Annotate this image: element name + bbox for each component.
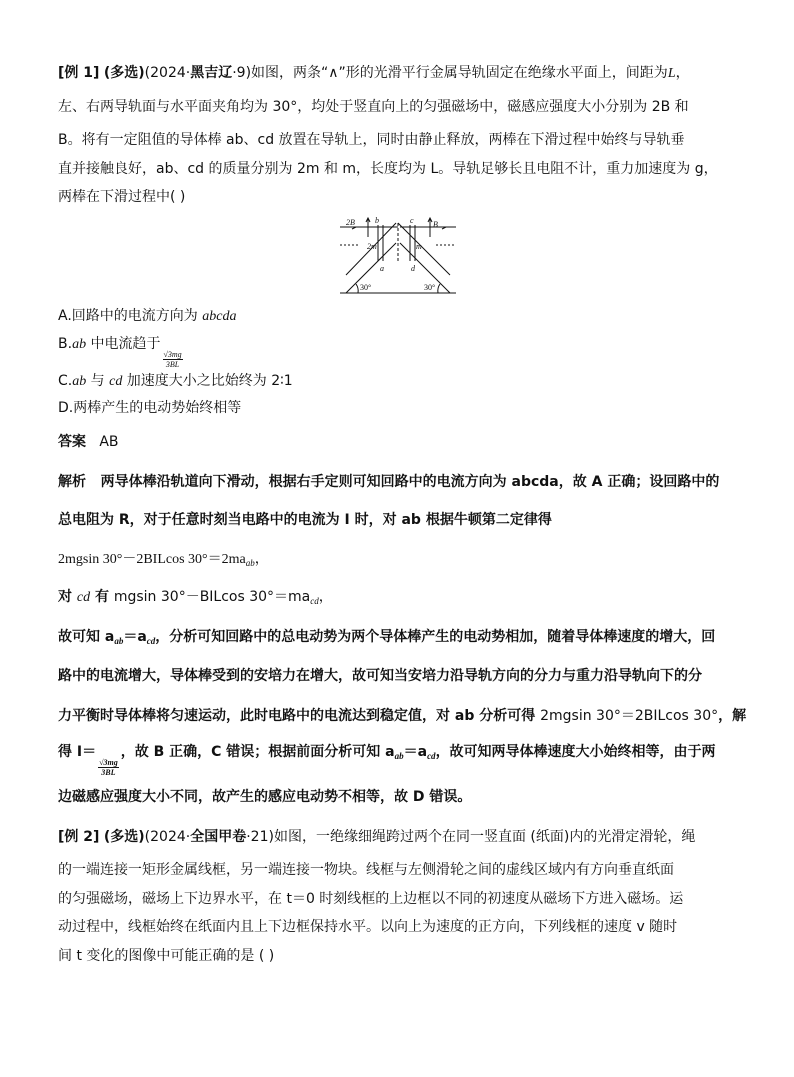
- example2-line3: 的匀强磁场，磁场上下边界水平，在 t＝0 时刻线框的上边框以不同的初速度从磁场下方进入磁场。运: [58, 891, 684, 907]
- example1-line3: B。将有一定阻值的导体棒 ab、cd 放置在导轨上，同时由静止释放，两棒在下滑过程中始终与导轨垂: [58, 132, 685, 148]
- label-a: a: [380, 264, 384, 273]
- example1-tag: [例 1]: [58, 65, 100, 81]
- option-B: B.ab 中电流趋于 $\frac{√3mg}{3BL}$: [58, 336, 182, 369]
- analysis-line8: 得 I＝ $\frac{√3mg}{3BL}$ ，故 B 正确，C 错误；根据前面分析可知 $a_{ab}=a_{cd}$，故可知两导体棒速度大小始终相等，由于两: [58, 744, 716, 777]
- example1-line5: 两棒在下滑过程中( ): [58, 189, 186, 205]
- analysis-line5: 故可知 $a_{ab}=a_{cd}$，分析可知回路中的总电动势为两个导体棒产生的电动势相加，随着导体棒速度的增大，回: [58, 629, 716, 646]
- example2-line4: 动过程中，线框始终在纸面内且上下边框保持水平。以向上为速度的正方向，下列线框的速度 v 随时: [58, 919, 678, 935]
- analysis-label: 解析: [58, 474, 86, 490]
- multi-choice-label: (多选): [103, 65, 145, 81]
- label-B: B: [433, 220, 438, 229]
- fraction: $\frac{√3mg}{3BL}$: [163, 350, 182, 369]
- equation-ab: 2mgsin 30°－2BILcos $30^\circ=2ma_{ab}$，: [58, 552, 269, 568]
- answer-label: 答案: [58, 434, 86, 450]
- label-c: c: [410, 216, 414, 225]
- example2-line1: [例 2] (多选)(2024·全国甲卷·21)如图，一绝缘细绳跨过两个在同一竖直面 (纸面)内的光滑定滑轮，绳: [58, 829, 696, 845]
- answer-value: AB: [99, 434, 119, 450]
- example1-line2: 左、右两导轨面与水平面夹角均为 30°，均处于竖直向上的匀强磁场中，磁感应强度大小分别为 2B 和: [58, 99, 689, 115]
- analysis-line1: 解析 两导体棒沿轨道向下滑动，根据右手定则可知回路中的电流方向为 abcda，故 A 正确；设回路中的: [58, 474, 720, 490]
- option-C: C.ab 与 cd 加速度大小之比始终为 2∶1: [58, 373, 293, 389]
- equation-cd: 对 cd 有 mgsin 30°－BILcos $30^\circ=ma_{cd}$，: [58, 589, 333, 606]
- angle-left: 30°: [360, 283, 372, 292]
- question-text: 如图，两条“∧”形的光滑平行金属导轨固定在绝缘水平面上，间距为: [251, 65, 668, 81]
- example1-line1: [例 1] (多选)(2024·黑吉辽·9)如图，两条“∧”形的光滑平行金属导轨固定在绝缘水平面上，间距为L，: [58, 65, 690, 81]
- angle-right: 30°: [424, 283, 436, 292]
- source-exam: 黑吉辽: [190, 65, 233, 81]
- label-2m: 2m: [367, 242, 377, 251]
- example2-line5: 间 t 变化的图像中可能正确的是 ( ): [58, 948, 275, 964]
- answer: [58, 431, 119, 451]
- label-b: b: [375, 216, 379, 225]
- example2-line2: 的一端连接一矩形金属线框，另一端连接一物块。线框与左侧滑轮之间的虚线区域内有方向垂直纸面: [58, 862, 674, 878]
- label-d: d: [411, 264, 415, 273]
- option-A: A.回路中的电流方向为 abcda: [58, 308, 237, 324]
- analysis-line2: 总电阻为 R，对于任意时刻当电路中的电流为 I 时，对 ab 根据牛顿第二定律得: [58, 512, 552, 528]
- label-m: m: [416, 242, 422, 251]
- multi-choice-label: (多选): [103, 829, 145, 845]
- rail-diagram: [338, 213, 458, 297]
- label-2B: 2B: [346, 218, 355, 227]
- analysis-line9: 边磁感应强度大小不同，故产生的感应电动势不相等，故 D 错误。: [58, 789, 472, 805]
- example1-line4: 直并接触良好，ab、cd 的质量分别为 2m 和 m，长度均为 L。导轨足够长且电阻不计，重力加速度为 g，: [58, 161, 718, 177]
- fraction: $\frac{√3mg}{3BL}$: [99, 758, 118, 777]
- analysis-line6: 路中的电流增大，导体棒受到的安培力在增大，故可知当安培力沿导轨方向的分力与重力沿导轨向下的分: [58, 668, 702, 684]
- analysis-line7: 力平衡时导体棒将匀速运动，此时电路中的电流达到稳定值，对 ab 分析可得 2mgsin 30°＝2BILcos 30°，解: [58, 708, 747, 724]
- source-suffix: ·9): [232, 65, 252, 81]
- source-prefix: (2024·: [144, 65, 191, 81]
- example2-tag: [例 2]: [58, 829, 100, 845]
- option-D: D.两棒产生的电动势始终相等: [58, 400, 242, 416]
